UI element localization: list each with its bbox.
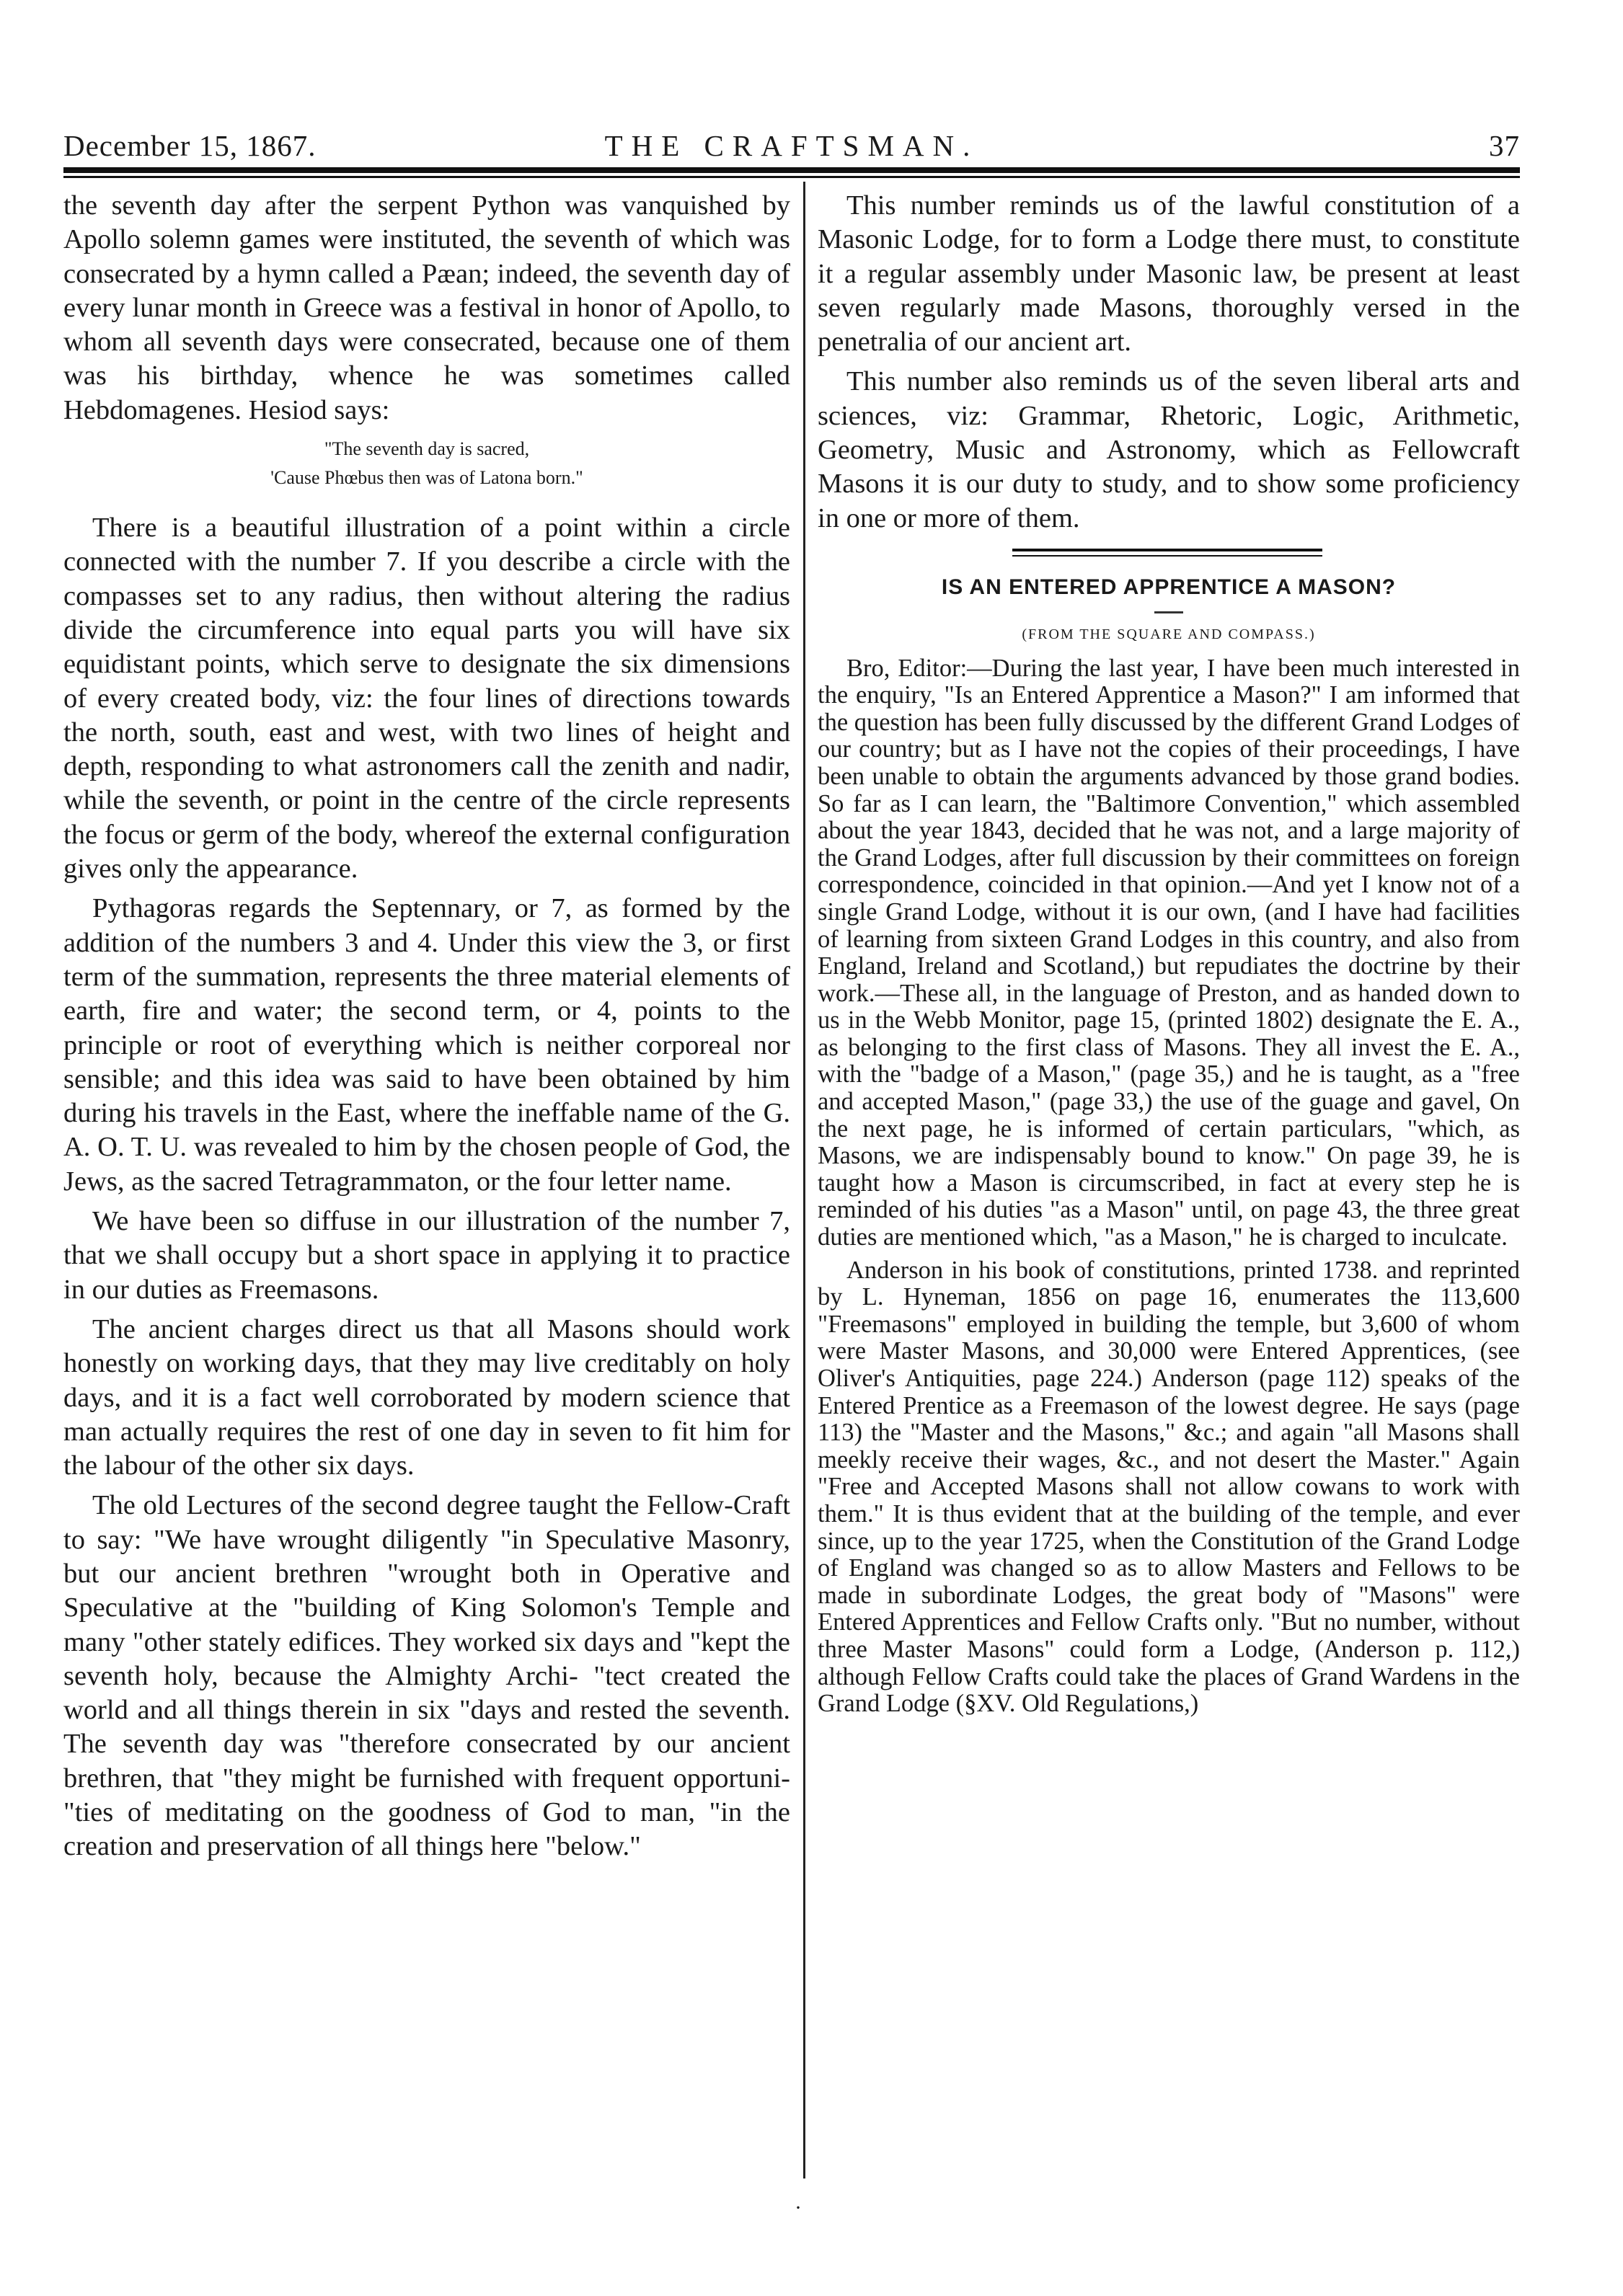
left-column bbox=[63, 189, 790, 2186]
section-separator bbox=[818, 546, 1520, 562]
page-header bbox=[63, 123, 1520, 173]
article-source: (FROM THE SQUARE AND COMPASS.) bbox=[1022, 626, 1316, 643]
page-number: 37 bbox=[1489, 129, 1520, 162]
quote-line-2: 'Cause Phœbus then was of Latona born." bbox=[270, 467, 583, 489]
left-paragraph-1: the seventh day after the serpent Python was vanquished by Apollo solemn games were instituted, the seventh of which was consecrated by a hymn called a Pæan; indeed, the seventh day of every lunar month in Greece was a festival in honor of Apollo, to whom all seventh days were consecrated, because one of them was his birthday, whence he was sometimes called Hebdomagenes. Hesiod says: bbox=[63, 190, 790, 425]
article-body bbox=[818, 655, 1520, 1718]
left-paragraph-5: The ancient charges direct us that all Masons should work honestly on working days, that they may live creditably on holy days, and it is a fact well corroborated by modern science that man actually requires the rest of one day in seven to fit him for the labour of the other six days. bbox=[63, 1313, 790, 1481]
right-paragraph-4: Anderson in his book of constitutions, printed 1738. and reprinted by L. Hyneman, 1856 on page 16, enumerates the 113,600 "Freemasons" employed in building the temple, but 3,600 of whom were Master Masons, and 30,000 were Entered Apprentices, (see Oliver's Antiquities, page 224.) Anderson (page 112) speaks of the Entered Prentice as a Freemason of the lowest degree. He says (page 113) the "Master and the Masons," &c.; and again "all Masons shall meekly receive their wages, &c., and not desert the Master." Again "Free and Accepted Masons shall not allow cowans to work with them." It is thus evident that at the building of the temple, and ever since, up to the year 1725, when the Constitution of the Grand Lodge of England was changed so as to allow Masters and Fellows to be made in subordinate Lodges, the great body of "Masons" were Entered Apprentices and Fellow Crafts only. "But no number, without three Master Masons" could form a Lodge, (Anderson p. 112,) although Fellow Crafts could take the places of Grand Wardens in the Grand Lodge (§XV. Old Regulations,) bbox=[818, 1256, 1520, 1718]
publication-title: THE CRAFTSMAN. bbox=[604, 129, 979, 162]
right-column bbox=[818, 189, 1520, 2186]
header-rule-thin bbox=[63, 176, 1520, 178]
right-paragraph-3: Bro, Editor:—During the last year, I have been much interested in the enquiry, "Is an Entered Apprentice a Mason?" I am informed that the question has been fully discussed by the different Grand Lodges of our country; but as I have not the copies of their proceedings, I have been unable to obtain the arguments advanced by those grand bodies. So far as I can learn, the "Baltimore Convention," which assembled about the year 1843, decided that he was not, and a large majority of the Grand Lodges, after full discussion by their committees on foreign correspondence, coincided in that opinion.—And yet I know not of a single Grand Lodge, without it is our own, (and I have had facilities of learning from sixteen Grand Lodges in this country, and also from England, Ireland and Scotland,) but repudiates the doctrine by their work.—These all, in the language of Preston, and as handed down to us in the Webb Monitor, page 15, (printed 1802) designate the E. A., as belonging to the first class of Masons. They all invest the E. A., with the "badge of a Mason," (page 35,) and he is taught, as a "free and accepted Mason," (page 33,) the use of the guage and gavel, On the next page, he is informed of certain particulars, "which, as Masons, we are indispensably bound to know." On page 39, he is taught how a Mason is circumscribed, in fact at every step he is reminded of his duties "as a Mason" until, on page 43, the three great duties are mentioned which, "as a Mason," he is charged to inculcate. bbox=[818, 654, 1520, 1251]
heading-rule bbox=[1154, 611, 1183, 613]
left-paragraph-6: The old Lectures of the second degree taught the Fellow-Craft to say: "We have wrought diligently "in Speculative Masonry, but our ancient brethren "wrought both in Operative and Speculative at the "building of King Solomon's Temple and many "other stately edifices. They worked six days and "kept the seventh holy, because the Almighty Archi- "tect created the world and all things therein in six "days and rested the seventh. The seventh day was "therefore consecrated by our ancient brethren, that "they might be furnished with frequent opportuni- "ties of meditating on the goodness of God to man, "in the creation and preservation of all things here "below." bbox=[63, 1490, 790, 1862]
left-paragraph-4: We have been so diffuse in our illustration of the number 7, that we shall occupy but a short space in applying it to practice in our duties as Freemasons. bbox=[63, 1206, 790, 1305]
column-divider bbox=[803, 182, 805, 2178]
left-paragraph-3: Pythagoras regards the Septennary, or 7, as formed by the addition of the numbers 3 and 4. Under this view the 3, or first term of the summation, represents the three material elements of earth, fire and water; the second term, or 4, points to the principle or root of everything which is neither corporeal nor sensible; and this idea was said to have been obtained by him during his travels in the East, where the ineffable name of the G. A. O. T. U. was revealed to him by the chosen people of God, the Jews, as the sacred Tetragrammaton, or the four letter name. bbox=[63, 893, 790, 1197]
header-rule-thick bbox=[63, 167, 1520, 173]
page-mark: · bbox=[795, 2196, 802, 2220]
article-heading: IS AN ENTERED APPRENTICE A MASON? bbox=[941, 575, 1397, 599]
quote-line-1: "The seventh day is sacred, bbox=[324, 438, 530, 460]
hesiod-quote bbox=[63, 435, 790, 492]
right-paragraph-2: This number also reminds us of the seven liberal arts and sciences, viz: Grammar, Rhetoric, Logic, Arithmetic, Geometry, Music and Astronomy, which as Fellowcraft Masons it is our duty to study, and to show some proficiency in one or more of them. bbox=[818, 366, 1520, 533]
right-paragraph-1: This number reminds us of the lawful constitution of a Masonic Lodge, for to form a Lodge there must, to constitute it a regular assembly under Masonic law, be present at least seven regularly made Masons, thoroughly versed in the penetralia of our ancient art. bbox=[818, 190, 1520, 358]
header-date: December 15, 1867. bbox=[63, 129, 317, 162]
left-paragraph-2: There is a beautiful illustration of a point within a circle connected with the number 7. If you describe a circle with the compasses set to any radius, then without altering the radius divide the circumference into equal parts you will have six equidistant points, which serve to designate the six dimensions of every created body, viz: the four lines of directions towards the north, south, east and west, with two lines of height and depth, responding to what astronomers call the zenith and nadir, while the seventh, or point in the centre of the circle represents the focus or germ of the body, whereof the external configuration gives only the appearance. bbox=[63, 513, 790, 885]
